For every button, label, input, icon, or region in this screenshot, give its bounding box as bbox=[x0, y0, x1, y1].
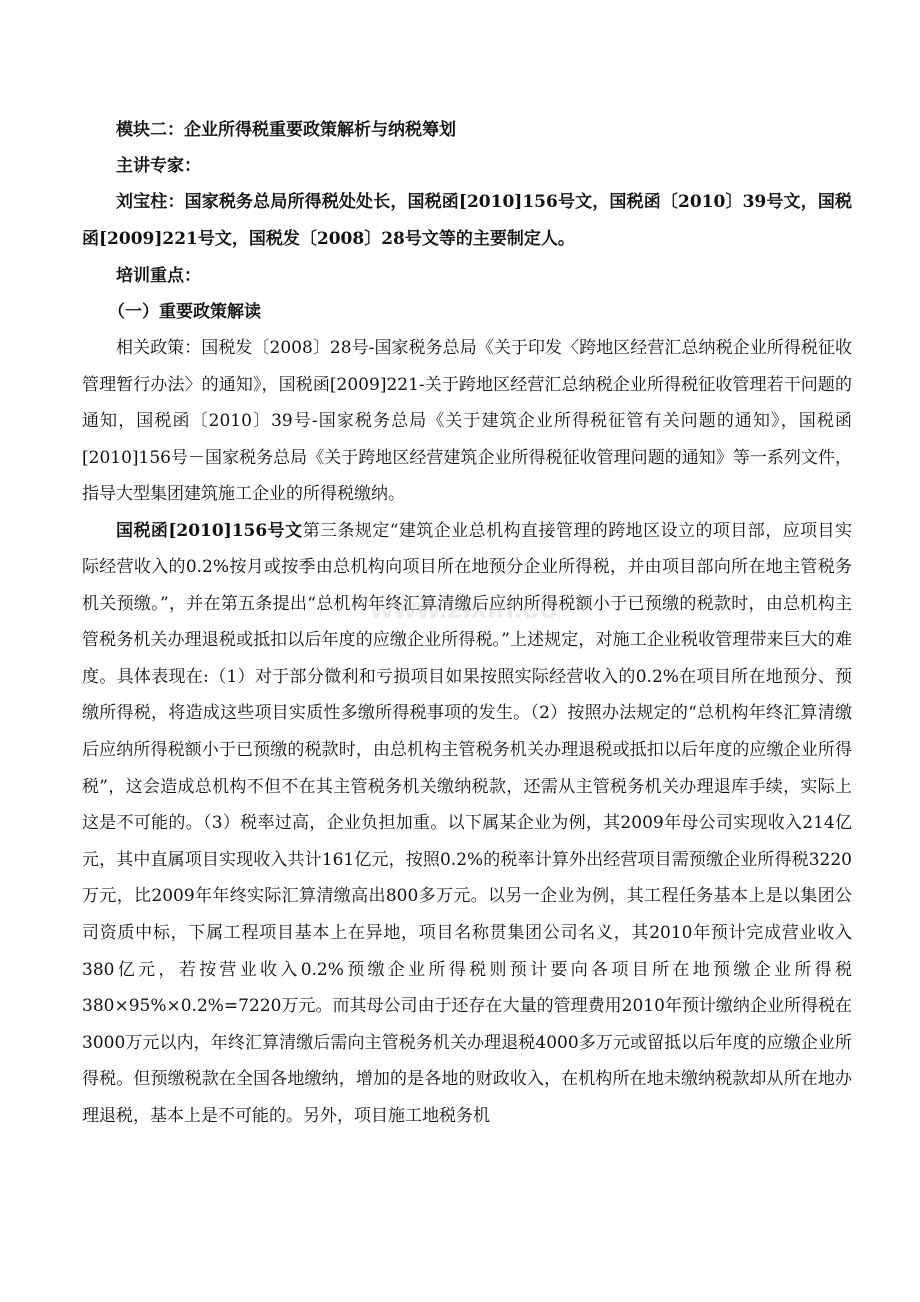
main-paragraph-lead: 国税函[2010]156号文 bbox=[116, 520, 303, 541]
module-title: 模块二：企业所得税重要政策解析与纳税筹划 bbox=[116, 120, 456, 140]
watermark-text: www.zixin.co bbox=[370, 592, 558, 625]
main-paragraph-body: 第三条规定“建筑企业总机构直接管理的跨地区设立的项目部，应项目实际经营收入的0.2%按月或按季由总机构向项目所在地预分企业所得税，并由项目部向所在地主管税务机关预缴。”，并在第五条提出“总机构年终汇算清缴后应纳所得税额小于已预缴的税款时，由总机构主管税务机关办理退税或抵扣以后年度的应缴企业所得税。”上述规定，对施工企业税收管理带来巨大的难度。具体表现在:（1）对于部分微利和亏损项目如果按照实际经营收入的0.2%在项目所在地预分、预缴所得税，将造成这些项目实质性多缴所得税事项的发生。（2）按照办法规定的“总机构年终汇算清缴后应纳所得税额小于已预缴的税款时，由总机构主管税务机关办理退税或抵扣以后年度的应缴企业所得税”，这会造成总机构不但不在其主管税务机关缴纳税款，还需从主管税务机关办理退库手续，实际上这是不可能的。（3）税率过高，企业负担加重。以下属某企业为例，其2009年母公司实现收入214亿元，其中直属项目实现收入共计161亿元，按照0.2%的税率计算外出经营项目需预缴企业所得税3220万元，比2009年年终实际汇算清缴高出800多万元。以另一企业为例，其工程任务基本上是以集团公司资质中标，下属工程项目基本上在异地，项目名称贯集团公司名义，其2010年预计完成营业收入380亿元，若按营业收入0.2%预缴企业所得税则预计要向各项目所在地预缴企业所得税380×95%×0.2%=7220万元。而其母公司由于还存在大量的管理费用2010年预计缴纳企业所得税在3000万元以内，年终汇算清缴后需向主管税务机关办理退税4000多万元或留抵以后年度的应缴企业所得税。但预缴税款在全国各地缴纳，增加的是各地的财政收入，在机构所在地未缴纳税款却从所在地办理退税，基本上是不可能的。另外，项目施工地税务机 bbox=[82, 520, 852, 1126]
expert-description: 刘宝柱：国家税务总局所得税处处长，国税函[2010]156号文，国税函〔2010〕39号文，国税函[2009]221号文，国税发〔2008〕28号文等的主要制定人。 bbox=[82, 192, 852, 249]
policy-paragraph: 相关政策：国税发〔2008〕28号-国家税务总局《关于印发〈跨地区经营汇总纳税企业所得税征收管理暂行办法〉的通知》，国税函[2009]221-关于跨地区经营汇总纳税企业所得税征收管理若干问题的通知，国税函〔2010〕39号-国家税务总局《关于建筑企业所得税征管有关问题的通知》，国税函[2010]156号－国家税务总局《关于跨地区经营建筑企业所得税征收管理问题的通知》等一系列文件，指导大型集团建筑施工企业的所得税缴纳。 bbox=[82, 338, 852, 504]
focus-label: 培训重点： bbox=[116, 266, 201, 286]
section-title: （一）重要政策解读 bbox=[108, 302, 261, 322]
expert-label: 主讲专家： bbox=[116, 156, 201, 176]
watermark-logo bbox=[370, 588, 560, 628]
